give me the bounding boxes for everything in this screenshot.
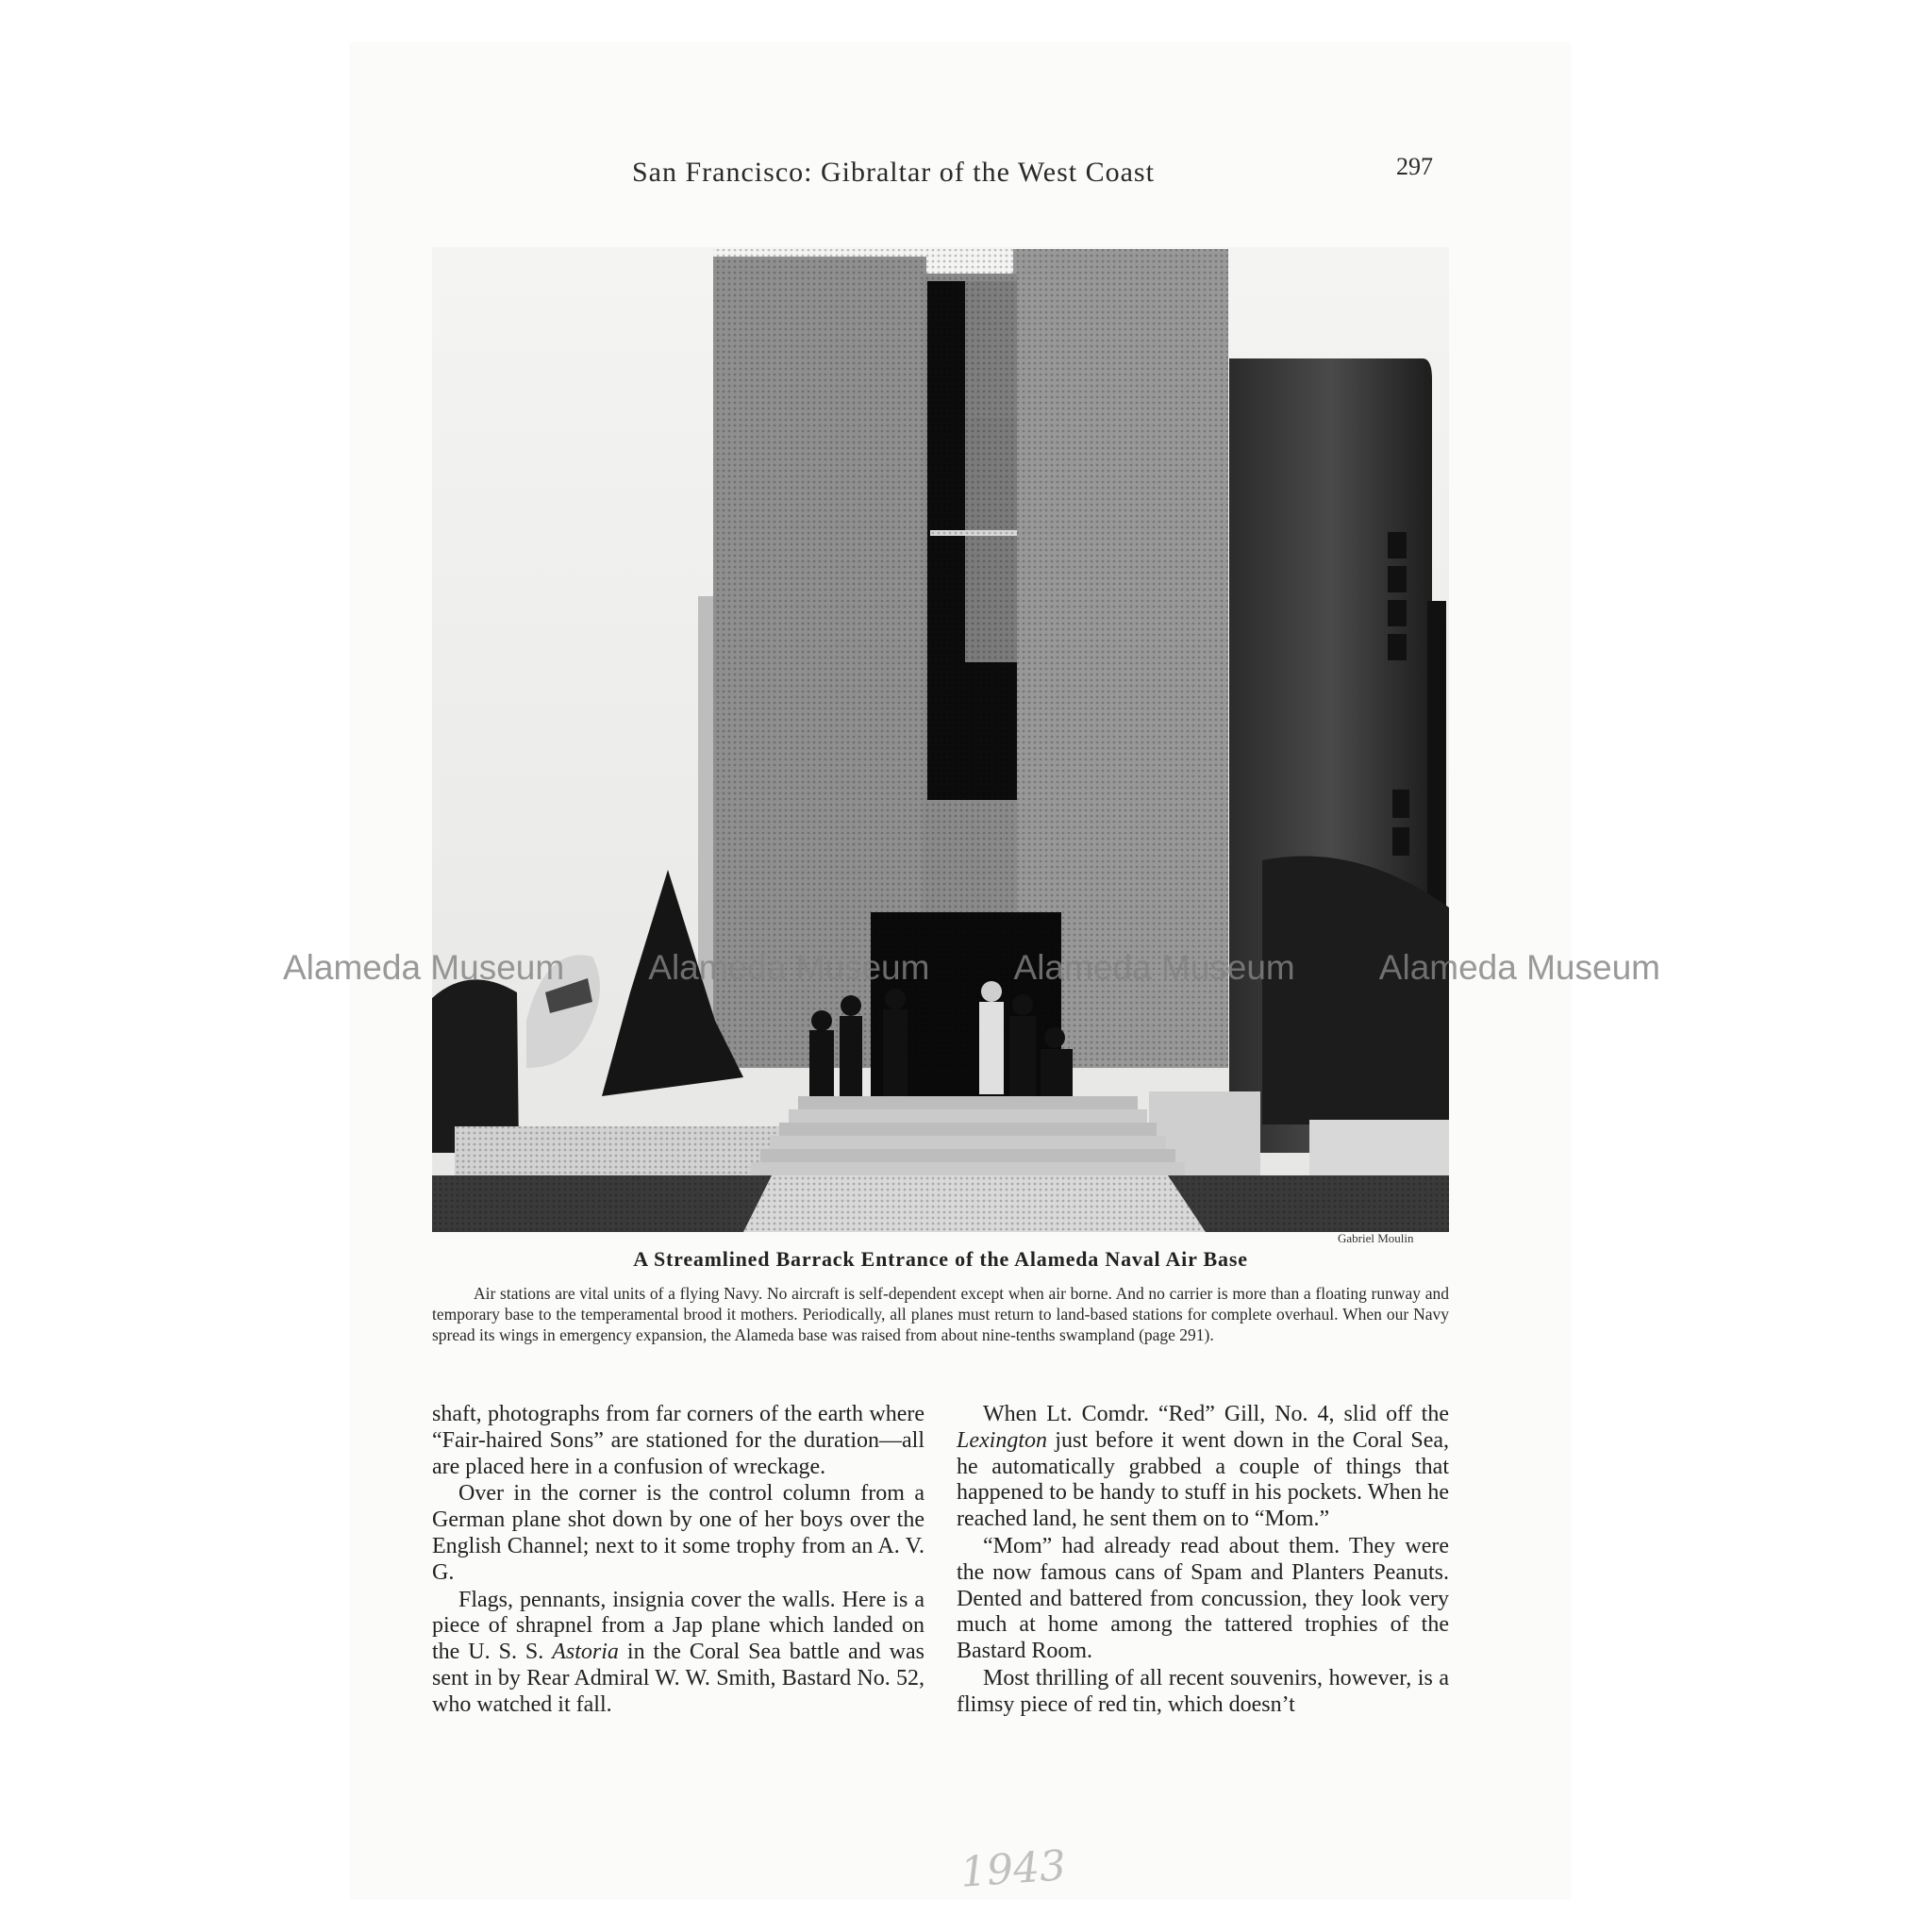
left-column [432,1402,924,1720]
ship-name: Lexington [957,1427,1047,1453]
caption-body: Air stations are vital units of a flying Navy. No aircraft is self-dependent except when air borne. And no carrier is more than a floating runway and temporary base to the temperamental brood it mothers. Periodically, all planes must return to land-based stations for complete overhaul. When our Navy spread its wings in emergency expansion, the Alameda base was raised from about nine-tenths swampland (page 291). [432,1284,1449,1344]
paragraph: Most thrilling of all recent souvenirs, however, is a flimsy piece of red tin, which doesn’t [957,1665,1449,1717]
right-column [957,1402,1449,1720]
paragraph: “Mom” had already read about them. They were the now famous cans of Spam and Planters Peanuts. Dented and battered from concussion, they look very much at home among the tattered trophies of the Bastard Room. [957,1533,1449,1664]
barrack-entrance-photo [432,247,1449,1232]
paragraph: Over in the corner is the control column from a German plane shot down by one of her boys over the English Channel; next to it some trophy from an A. V. G. [432,1481,924,1585]
paragraph: Flags, pennants, insignia cover the walls. Here is a piece of shrapnel from a Jap plane which landed on the U. S. S. Astoria in the Coral Sea battle and was sent in by Rear Admiral W. W. Smith, Bastard No. 52, who watched it fall. [432,1587,924,1717]
paragraph: When Lt. Comdr. “Red” Gill, No. 4, slid off the Lexington just before it went down in the Coral Sea, he automatically grabbed a couple of things that happened to be handy to stuff in his pockets. When he reached land, he sent them on to “Mom.” [957,1402,1449,1532]
watermark-text: Alameda Museum [1378,948,1660,987]
paragraph: shaft, photographs from far corners of the earth where “Fair-haired Sons” are stationed for the duration—all are placed here in a confusion of wreckage. [432,1402,924,1479]
running-head: San Francisco: Gibraltar of the West Coast [632,157,1155,188]
photo-illustration [432,247,1449,1232]
caption-title: A Streamlined Barrack Entrance of the Alameda Naval Air Base [633,1247,1248,1271]
watermark-text: Alameda Museum [1013,948,1295,987]
page-number: 297 [1396,153,1433,180]
photo-credit: Gabriel Moulin [1338,1231,1414,1245]
handwritten-year: 1943 [958,1841,1068,1897]
ship-name: Astoria [552,1640,619,1665]
watermark-text: Alameda Museum [283,948,565,987]
watermark-text: Alameda Museum [648,948,930,987]
